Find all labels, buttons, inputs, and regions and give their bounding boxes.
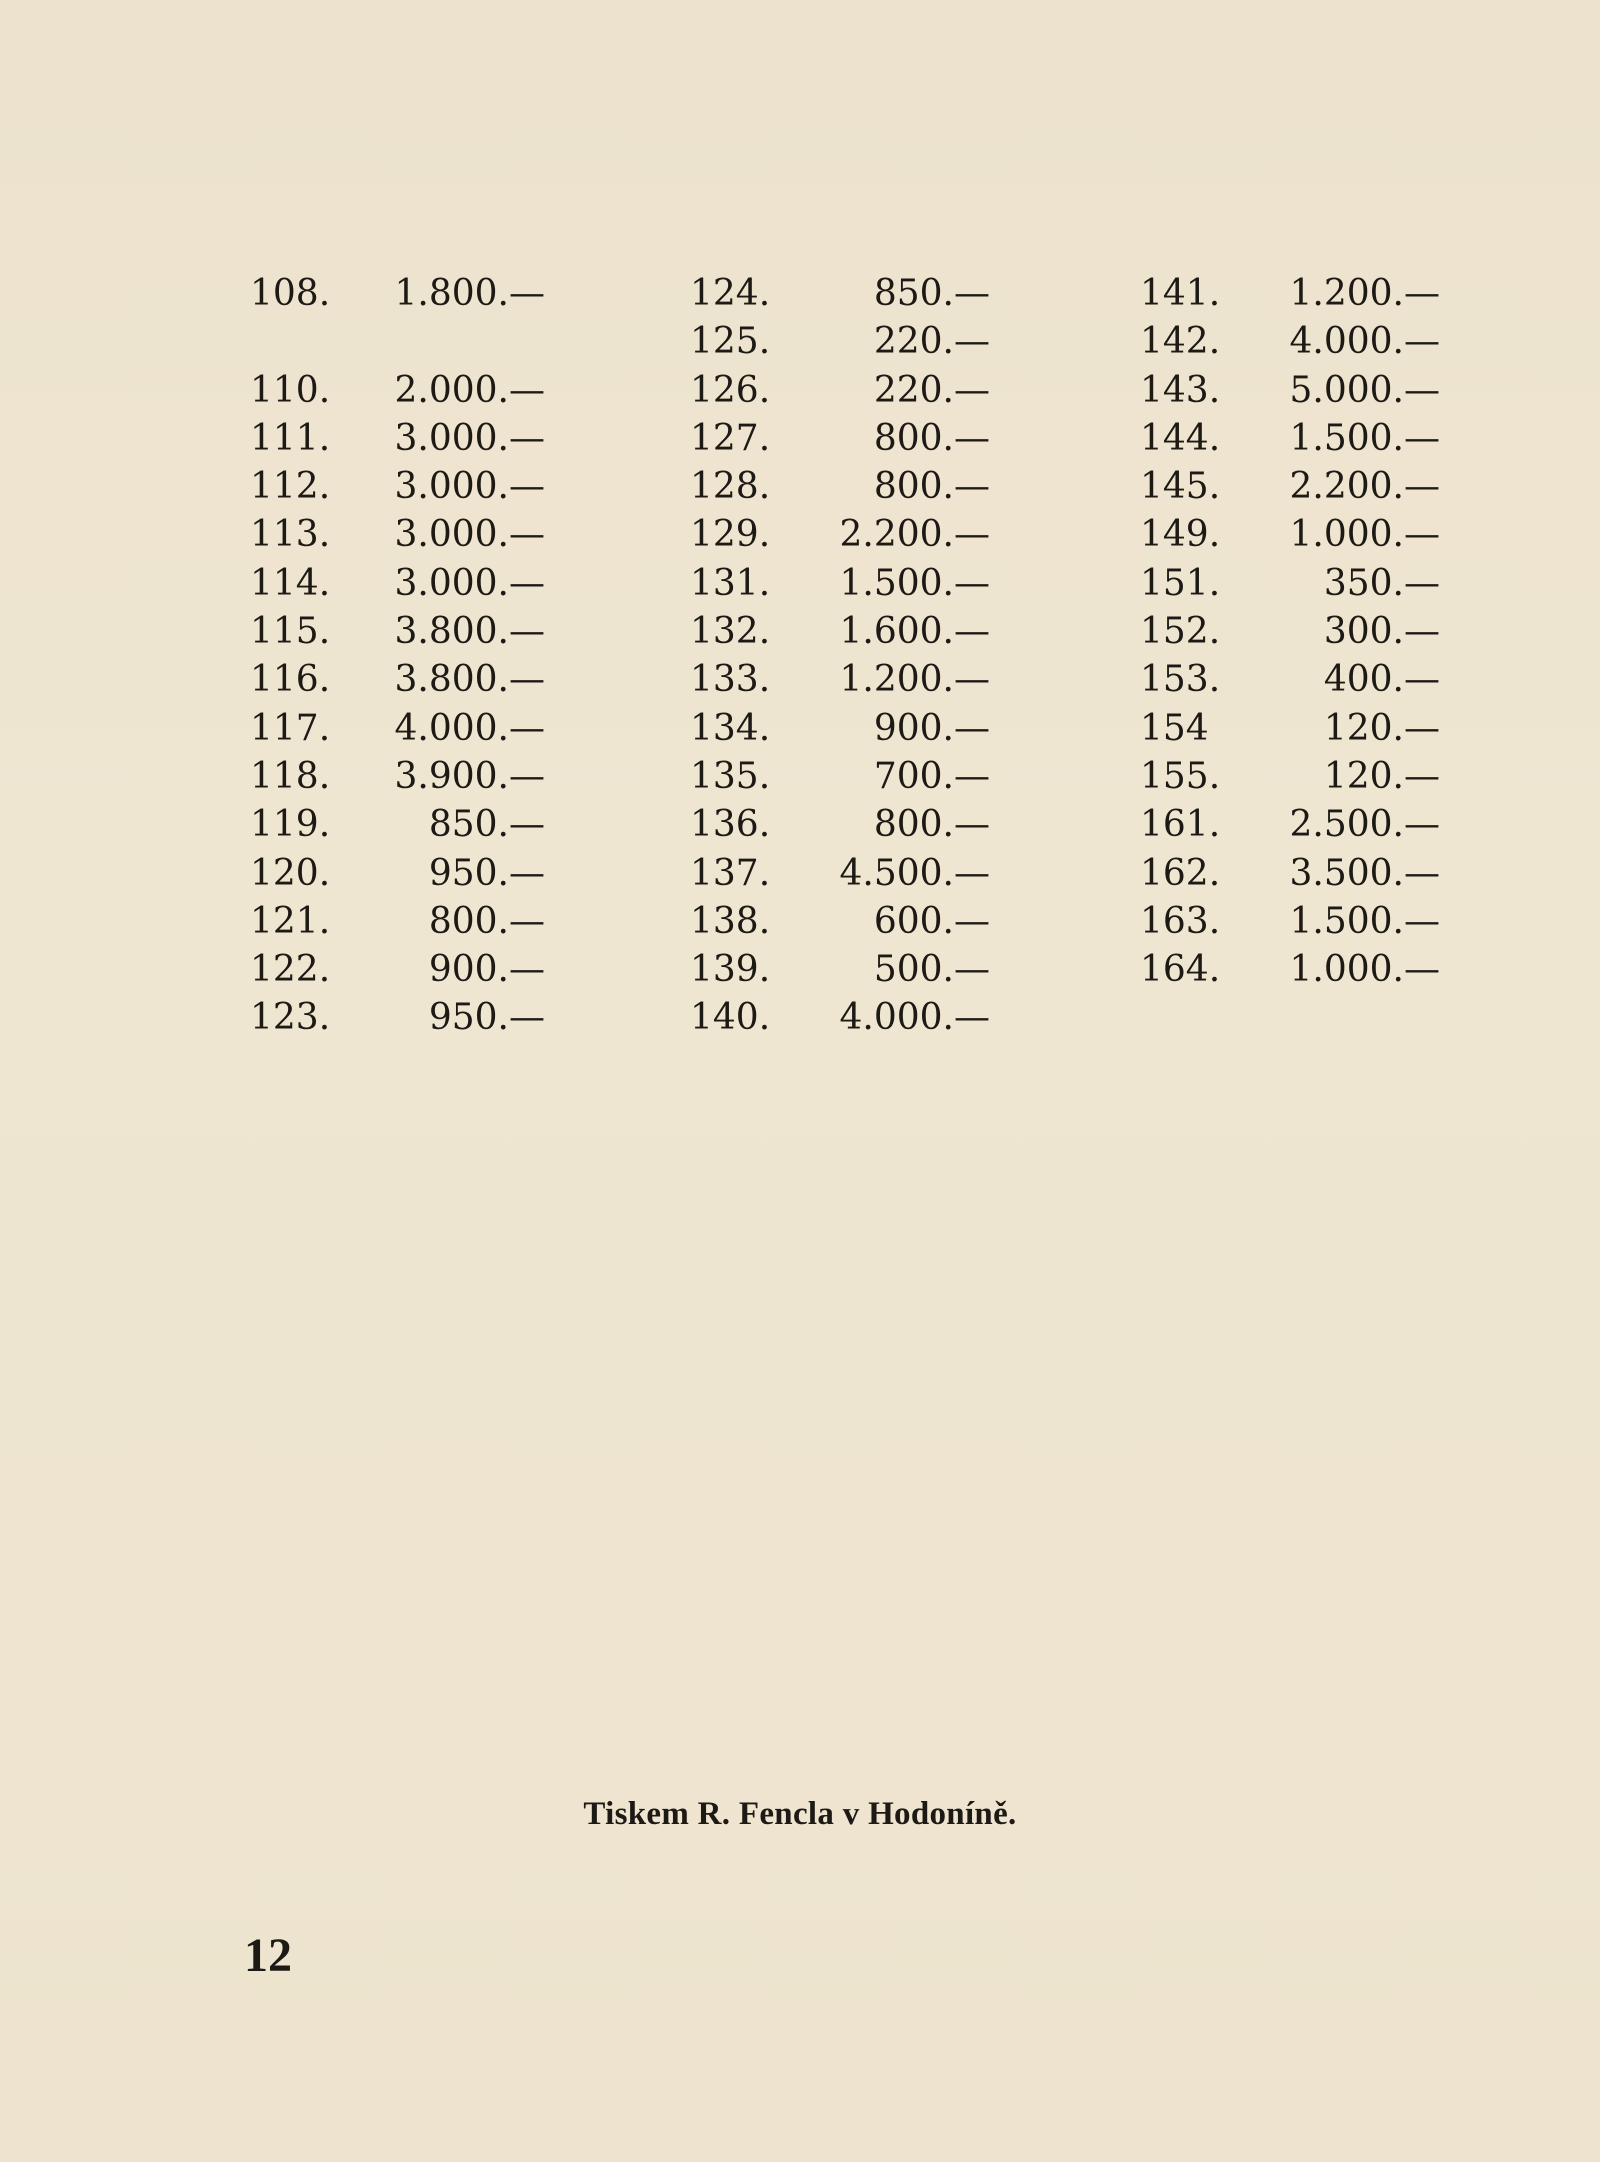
item-number: 113. <box>250 514 331 556</box>
item-number: 164. <box>1140 949 1221 991</box>
list-item <box>690 270 1010 318</box>
item-price: 4.500.— <box>839 852 990 894</box>
item-number: 140. <box>690 997 771 1039</box>
item-price: 220.— <box>873 369 990 411</box>
list-item <box>250 994 580 1042</box>
item-number: 143. <box>1140 369 1221 411</box>
item-number: 121. <box>250 900 331 942</box>
list-item <box>690 608 1010 656</box>
item-price: 1.000.— <box>1289 949 1440 991</box>
item-price: 2.200.— <box>1289 466 1440 508</box>
item-price: 2.000.— <box>394 369 545 411</box>
item-number: 123. <box>250 997 331 1039</box>
item-price: 850.— <box>873 273 990 314</box>
item-price: 4.000.— <box>839 997 990 1039</box>
item-price: 850.— <box>428 804 545 846</box>
list-item <box>250 898 580 946</box>
printer-imprint: Tiskem R. Fencla v Hodoníně. <box>583 1796 1017 1832</box>
list-item <box>690 415 1010 463</box>
item-number: 115. <box>250 611 331 653</box>
item-price: 400.— <box>1323 659 1440 701</box>
list-item <box>1140 511 1440 559</box>
list-item <box>690 318 1010 366</box>
list-item <box>250 753 580 801</box>
list-item <box>690 367 1010 415</box>
item-number: 141. <box>1140 273 1221 314</box>
item-number: 135. <box>690 755 771 797</box>
item-number: 129. <box>690 514 771 556</box>
price-column-2 <box>690 270 1010 1043</box>
list-item <box>250 608 580 656</box>
item-number: 118. <box>250 755 331 797</box>
list-item <box>250 463 580 511</box>
item-price: 3.000.— <box>394 417 545 459</box>
list-item <box>1140 850 1440 898</box>
item-price: 800.— <box>428 900 545 942</box>
item-number: 116. <box>250 659 331 701</box>
item-price: 3.800.— <box>394 659 545 701</box>
list-item <box>250 946 580 994</box>
item-number: 128. <box>690 466 771 508</box>
list-item <box>690 560 1010 608</box>
item-price: 800.— <box>873 417 990 459</box>
item-price: 900.— <box>873 707 990 749</box>
item-number: 136. <box>690 804 771 846</box>
list-item <box>1140 560 1440 608</box>
list-item <box>250 318 580 366</box>
item-number: 144. <box>1140 417 1221 459</box>
item-number: 132. <box>690 611 771 653</box>
list-item <box>250 270 580 318</box>
list-item <box>250 656 580 704</box>
list-item <box>1140 415 1440 463</box>
price-column-3 <box>1140 270 1440 994</box>
item-number: 152. <box>1140 611 1221 653</box>
item-price: 1.500.— <box>839 562 990 604</box>
item-price: 300.— <box>1323 611 1440 653</box>
item-number: 120. <box>250 852 331 894</box>
item-price: 3.800.— <box>394 611 545 653</box>
item-number: 114. <box>250 562 331 604</box>
item-price: 3.900.— <box>394 755 545 797</box>
list-item <box>1140 270 1440 318</box>
list-item <box>690 511 1010 559</box>
item-price: 3.000.— <box>394 466 545 508</box>
item-price: 800.— <box>873 466 990 508</box>
item-number: 111. <box>250 417 331 459</box>
item-number: 162. <box>1140 852 1221 894</box>
list-item <box>1140 656 1440 704</box>
item-price: 1.000.— <box>1289 514 1440 556</box>
list-item <box>1140 753 1440 801</box>
item-price: 700.— <box>873 755 990 797</box>
list-item <box>250 367 580 415</box>
list-item <box>690 656 1010 704</box>
item-number: 112. <box>250 466 331 508</box>
list-item <box>690 898 1010 946</box>
item-price: 220.— <box>873 321 990 363</box>
list-item <box>690 994 1010 1042</box>
list-item <box>1140 946 1440 994</box>
list-item <box>250 850 580 898</box>
item-number: 124. <box>690 273 771 314</box>
list-item <box>690 753 1010 801</box>
list-item <box>250 801 580 849</box>
list-item <box>690 705 1010 753</box>
item-price: 1.500.— <box>1289 417 1440 459</box>
item-number: 134. <box>690 707 771 749</box>
list-item <box>690 801 1010 849</box>
list-item <box>250 705 580 753</box>
list-item <box>250 560 580 608</box>
item-price: 950.— <box>428 997 545 1039</box>
list-item <box>250 511 580 559</box>
item-number: 138. <box>690 900 771 942</box>
list-item <box>250 415 580 463</box>
list-item <box>1140 608 1440 656</box>
item-number: 142. <box>1140 321 1221 363</box>
item-price: 1.500.— <box>1289 900 1440 942</box>
item-price: 3.000.— <box>394 562 545 604</box>
item-price: 600.— <box>873 900 990 942</box>
list-item <box>1140 318 1440 366</box>
item-number: 153. <box>1140 659 1221 701</box>
item-number: 154 <box>1140 707 1209 749</box>
item-number: 119. <box>250 804 331 846</box>
item-price: 800.— <box>873 804 990 846</box>
item-price: 2.500.— <box>1289 804 1440 846</box>
page-number: 12 <box>244 1929 292 1982</box>
item-price: 3.000.— <box>394 514 545 556</box>
item-number: 149. <box>1140 514 1221 556</box>
item-price: 120.— <box>1323 755 1440 797</box>
item-price: 1.200.— <box>839 659 990 701</box>
list-item <box>690 850 1010 898</box>
list-item <box>690 946 1010 994</box>
item-number: 137. <box>690 852 771 894</box>
item-number: 117. <box>250 707 331 749</box>
item-price: 900.— <box>428 949 545 991</box>
item-price: 2.200.— <box>839 514 990 556</box>
item-price: 5.000.— <box>1289 369 1440 411</box>
list-item <box>1140 705 1440 753</box>
list-item <box>1140 898 1440 946</box>
item-price: 500.— <box>873 949 990 991</box>
list-item <box>1140 801 1440 849</box>
list-item <box>690 463 1010 511</box>
item-number: 151. <box>1140 562 1221 604</box>
item-price: 1.600.— <box>839 611 990 653</box>
item-price: 950.— <box>428 852 545 894</box>
item-number: 125. <box>690 321 771 363</box>
price-column-1 <box>250 270 580 1043</box>
item-number: 108. <box>250 273 331 314</box>
item-number: 155. <box>1140 755 1221 797</box>
item-price: 120.— <box>1323 707 1440 749</box>
item-number: 122. <box>250 949 331 991</box>
item-price: 4.000.— <box>394 707 545 749</box>
list-item <box>1140 367 1440 415</box>
item-number: 139. <box>690 949 771 991</box>
item-number: 110. <box>250 369 331 411</box>
item-price: 4.000.— <box>1289 321 1440 363</box>
item-price: 1.800.— <box>394 273 545 314</box>
list-item <box>1140 463 1440 511</box>
item-price: 350.— <box>1323 562 1440 604</box>
item-number: 145. <box>1140 466 1221 508</box>
item-number: 133. <box>690 659 771 701</box>
item-price: 1.200.— <box>1289 273 1440 314</box>
item-number: 127. <box>690 417 771 459</box>
item-number: 126. <box>690 369 771 411</box>
item-price: 3.500.— <box>1289 852 1440 894</box>
item-number: 161. <box>1140 804 1221 846</box>
item-number: 163. <box>1140 900 1221 942</box>
item-number: 131. <box>690 562 771 604</box>
